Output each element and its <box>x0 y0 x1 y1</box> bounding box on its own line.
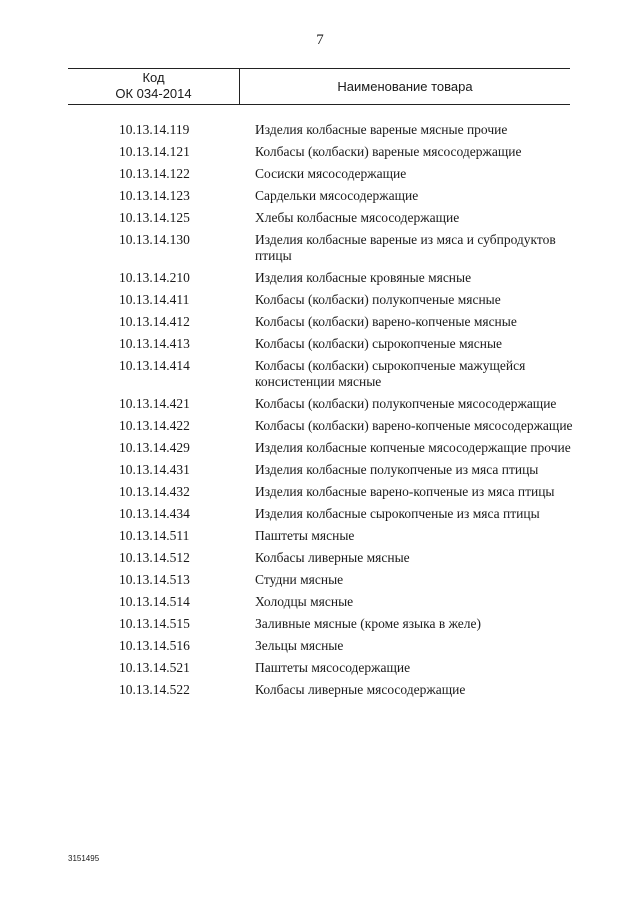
product-code: 10.13.14.422 <box>119 418 190 433</box>
column-header-name: Наименование товара <box>337 79 473 94</box>
table-row <box>0 336 640 352</box>
product-code: 10.13.14.516 <box>119 638 190 653</box>
product-name: Изделия колбасные копченые мясосодержащие прочие <box>255 440 571 455</box>
table-header-bottom-rule <box>68 104 570 105</box>
product-name: Колбасы (колбаски) варено-копченые мясные <box>255 314 517 329</box>
table-row <box>0 314 640 330</box>
table-row <box>0 506 640 522</box>
product-code: 10.13.14.122 <box>119 166 190 181</box>
table-row <box>0 122 640 138</box>
product-code: 10.13.14.125 <box>119 210 190 225</box>
product-name: Хлебы колбасные мясосодержащие <box>255 210 460 225</box>
product-name: Изделия колбасные кровяные мясные <box>255 270 472 285</box>
table-row <box>0 396 640 412</box>
product-name: Колбасы ливерные мясные <box>255 550 410 565</box>
product-code: 10.13.14.431 <box>119 462 190 477</box>
product-code: 10.13.14.515 <box>119 616 190 631</box>
product-code: 10.13.14.432 <box>119 484 190 499</box>
product-name: Зельцы мясные <box>255 638 344 653</box>
product-name: Колбасы (колбаски) сырокопченые мясные <box>255 336 503 351</box>
table-row <box>0 682 640 698</box>
product-name: Изделия колбасные вареные из мяса и субпродуктов птицы <box>255 232 556 263</box>
table-row <box>0 660 640 676</box>
table-row <box>0 616 640 632</box>
table-row <box>0 594 640 610</box>
column-header-code-line1: Код <box>142 70 165 85</box>
table-header-top-rule <box>68 68 570 69</box>
product-code: 10.13.14.411 <box>119 292 190 307</box>
column-header-code-line2: ОК 034-2014 <box>115 86 192 101</box>
product-code: 10.13.14.513 <box>119 572 190 587</box>
product-name: Холодцы мясные <box>255 594 354 609</box>
product-code: 10.13.14.119 <box>119 122 190 137</box>
table-row <box>0 210 640 226</box>
product-name: Колбасы (колбаски) полукопченые мясные <box>255 292 501 307</box>
page-number: 7 <box>316 32 324 48</box>
table-row <box>0 270 640 286</box>
product-code: 10.13.14.130 <box>119 232 190 247</box>
document-id: 3151495 <box>68 854 100 863</box>
product-name: Сардельки мясосодержащие <box>255 188 419 203</box>
table-row <box>0 418 640 434</box>
product-code: 10.13.14.121 <box>119 144 190 159</box>
product-code: 10.13.14.434 <box>119 506 190 521</box>
column-header-code <box>68 70 239 102</box>
product-code: 10.13.14.123 <box>119 188 190 203</box>
product-code: 10.13.14.413 <box>119 336 190 351</box>
table-row <box>0 188 640 204</box>
goods-table-body <box>0 122 640 704</box>
product-code: 10.13.14.514 <box>119 594 190 609</box>
table-row <box>0 440 640 456</box>
table-row <box>0 166 640 182</box>
product-name: Изделия колбасные сырокопченые из мяса птицы <box>255 506 540 521</box>
table-row <box>0 144 640 160</box>
product-code: 10.13.14.421 <box>119 396 190 411</box>
product-name: Изделия колбасные полукопченые из мяса птицы <box>255 462 539 477</box>
product-code: 10.13.14.512 <box>119 550 190 565</box>
product-name: Сосиски мясосодержащие <box>255 166 407 181</box>
product-name: Изделия колбасные варено-копченые из мяса птицы <box>255 484 555 499</box>
table-row <box>0 292 640 308</box>
table-row <box>0 232 640 264</box>
product-name: Заливные мясные (кроме языка в желе) <box>255 616 481 631</box>
table-row <box>0 572 640 588</box>
table-row <box>0 484 640 500</box>
product-name: Паштеты мясосодержащие <box>255 660 411 675</box>
product-name: Колбасы ливерные мясосодержащие <box>255 682 466 697</box>
table-row <box>0 638 640 654</box>
product-code: 10.13.14.511 <box>119 528 190 543</box>
table-row <box>0 358 640 390</box>
product-name: Колбасы (колбаски) сырокопченые мажущейся консистенции мясные <box>255 358 526 389</box>
table-row <box>0 550 640 566</box>
product-name: Колбасы (колбаски) вареные мясосодержащие <box>255 144 522 159</box>
product-name: Изделия колбасные вареные мясные прочие <box>255 122 508 137</box>
product-name: Паштеты мясные <box>255 528 355 543</box>
product-code: 10.13.14.210 <box>119 270 190 285</box>
table-row <box>0 462 640 478</box>
product-code: 10.13.14.522 <box>119 682 190 697</box>
product-code: 10.13.14.412 <box>119 314 190 329</box>
product-name: Колбасы (колбаски) варено-копченые мясосодержащие <box>255 418 573 433</box>
product-code: 10.13.14.414 <box>119 358 190 373</box>
product-code: 10.13.14.521 <box>119 660 190 675</box>
product-name: Колбасы (колбаски) полукопченые мясосодержащие <box>255 396 557 411</box>
product-name: Студни мясные <box>255 572 344 587</box>
product-code: 10.13.14.429 <box>119 440 190 455</box>
table-row <box>0 528 640 544</box>
